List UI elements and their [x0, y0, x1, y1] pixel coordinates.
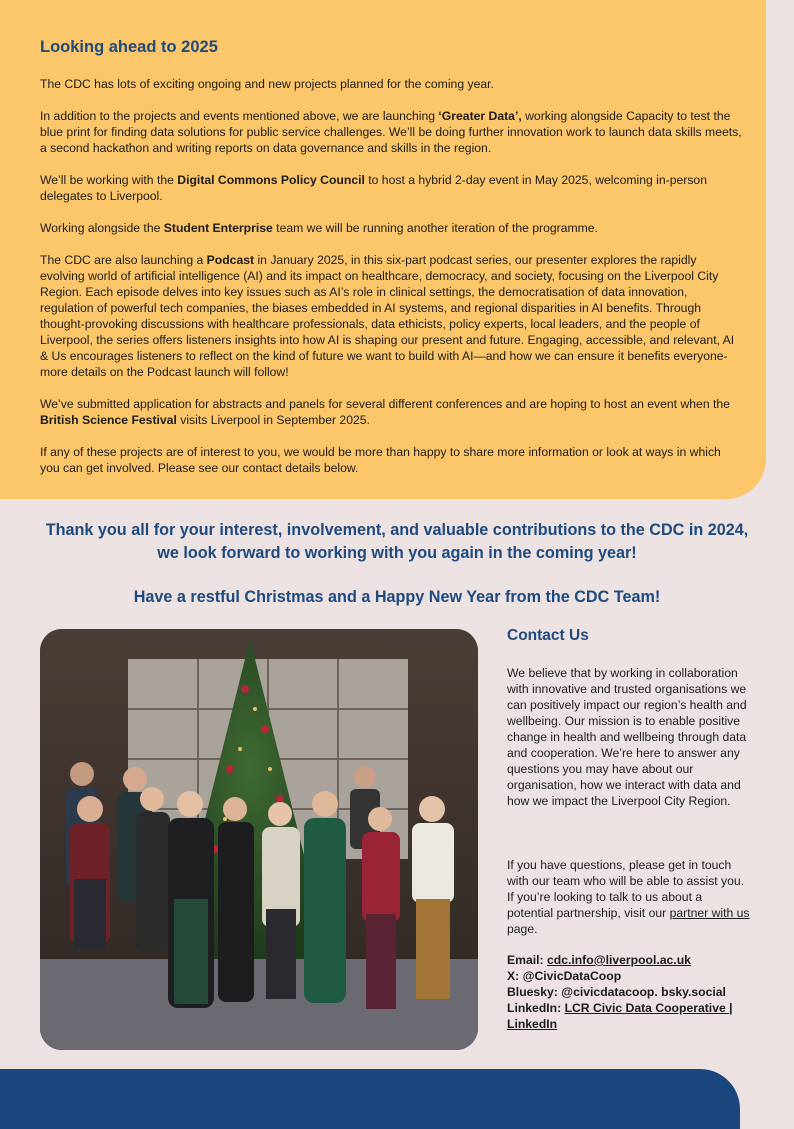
text: to host a hybrid 2-day event in May 2025, welcoming in-person delegates to Liverpool.: [40, 173, 707, 203]
text: Working alongside the: [40, 221, 164, 235]
season-greeting: Have a restful Christmas and a Happy New Year from the CDC Team!: [133, 588, 661, 606]
footer-band: [0, 1069, 740, 1129]
linkedin-label: LinkedIn:: [507, 1001, 565, 1015]
bluesky-label: Bluesky:: [507, 985, 562, 999]
x-label: X:: [507, 969, 523, 983]
text: visits Liverpool in September 2025.: [176, 413, 370, 427]
linkedin-line-2: [507, 1016, 757, 1032]
photo-floor: [40, 959, 478, 1050]
bold-science-festival: British Science Festival: [40, 413, 177, 427]
looking-ahead-section: [0, 0, 766, 499]
text: working alongside Capacity to test the blue print for finding data solutions for public service challenges. We’ll be doing further innovation work to launch data skills meets, a second hackathon and writing reports on data governance and skills in the region.: [40, 109, 742, 155]
person: [168, 791, 214, 1008]
person: [304, 791, 346, 1003]
paragraph-conferences: [40, 396, 742, 428]
contact-mission-paragraph: We believe that by working in collaboration with innovative and trusted organisations we can positively impact our region’s health and wellbeing. Our mission is to enable positive change in health and wellbeing through data and cooperation. We’re here to answer any questions you may have about our organisation, how we interact with data and how we impact the Liverpool City Region.: [507, 666, 747, 808]
text: We’ll be working with the: [40, 173, 178, 187]
person: [362, 807, 400, 1009]
paragraph-get-involved: If any of these projects are of interest to you, we would be more than happy to share more information or look at ways in which you can get involved. Please see our contact details below.: [40, 445, 721, 475]
linkedin-link[interactable]: LinkedIn: [507, 1017, 558, 1031]
text: in January 2025, in this six-part podcast series, our presenter explores the rapidly evolving world of artificial intelligence (AI) and its impact on healthcare, democracy, and society, focusing on the Liverpool City Region. Each episode delves into key issues such as AI’s role in clinical settings, the democratisation of data innovation, regulation of powerful tech companies, the biases embedded in AI systems, and regional disparities in AI benefits. Through thought-provoking discussions with healthcare professionals, data ethicists, policy experts, local leaders, and the people of Liverpool, the series offers listeners insights into how AI is shaping our present and future. Engaging, accessible, and relevant, AI & Us encourages listeners to reflect on the kind of future we want to build with AI—and how we can ensure it benefits everyone- more details on the Podcast launch will follow!: [40, 253, 735, 379]
linkedin-line: [507, 1000, 757, 1016]
x-handle: @CivicDataCoop: [522, 969, 622, 983]
email-line: [507, 952, 757, 968]
person: [412, 796, 454, 999]
paragraph-intro: The CDC has lots of exciting ongoing and new projects planned for the coming year.: [40, 77, 494, 91]
paragraph-podcast: [40, 252, 742, 380]
linkedin-link-cooperative[interactable]: LCR Civic Data Cooperative: [564, 1001, 730, 1015]
partner-with-us-link[interactable]: partner with us: [669, 906, 750, 920]
bold-podcast: Podcast: [206, 253, 255, 267]
linkedin-separator: |: [729, 1001, 733, 1015]
thank-you-message: Thank you all for your interest, involvement, and valuable contributions to the CDC in 2024, we look forward to working with you again in the coming year!: [45, 521, 749, 562]
paragraph-policy-council: [40, 172, 742, 204]
team-photo: [40, 629, 478, 1050]
text: We’ve submitted application for abstracts and panels for several different conferences and are hoping to host an event when the: [40, 397, 730, 411]
paragraph-student-enterprise: [40, 220, 742, 236]
email-link[interactable]: cdc.info@liverpool.ac.uk: [546, 953, 691, 967]
text: The CDC are also launching a: [40, 253, 207, 267]
contact-questions-paragraph: [507, 857, 751, 937]
bluesky-line: [507, 984, 757, 1000]
bluesky-handle: @civicdatacoop. bsky.social: [561, 985, 726, 999]
bold-greater-data: ‘Greater Data’,: [438, 109, 522, 123]
text: In addition to the projects and events mentioned above, we are launching: [40, 109, 439, 123]
text: page.: [507, 922, 538, 936]
person: [218, 797, 254, 1002]
bold-policy-council: Digital Commons Policy Council: [177, 173, 365, 187]
email-label: Email:: [507, 953, 547, 967]
contact-details: [507, 952, 757, 1032]
x-line: [507, 968, 757, 984]
person: [262, 802, 300, 999]
section-heading: Looking ahead to 2025: [40, 38, 218, 56]
text: If you have questions, please get in touch with our team who will be able to assist you. If you’re looking to talk to us about a potential partnership, visit our: [507, 858, 745, 920]
contact-heading: Contact Us: [507, 627, 589, 644]
paragraph-greater-data: [40, 108, 742, 156]
bold-student-enterprise: Student Enterprise: [163, 221, 273, 235]
text: team we will be running another iteration of the programme.: [272, 221, 598, 235]
